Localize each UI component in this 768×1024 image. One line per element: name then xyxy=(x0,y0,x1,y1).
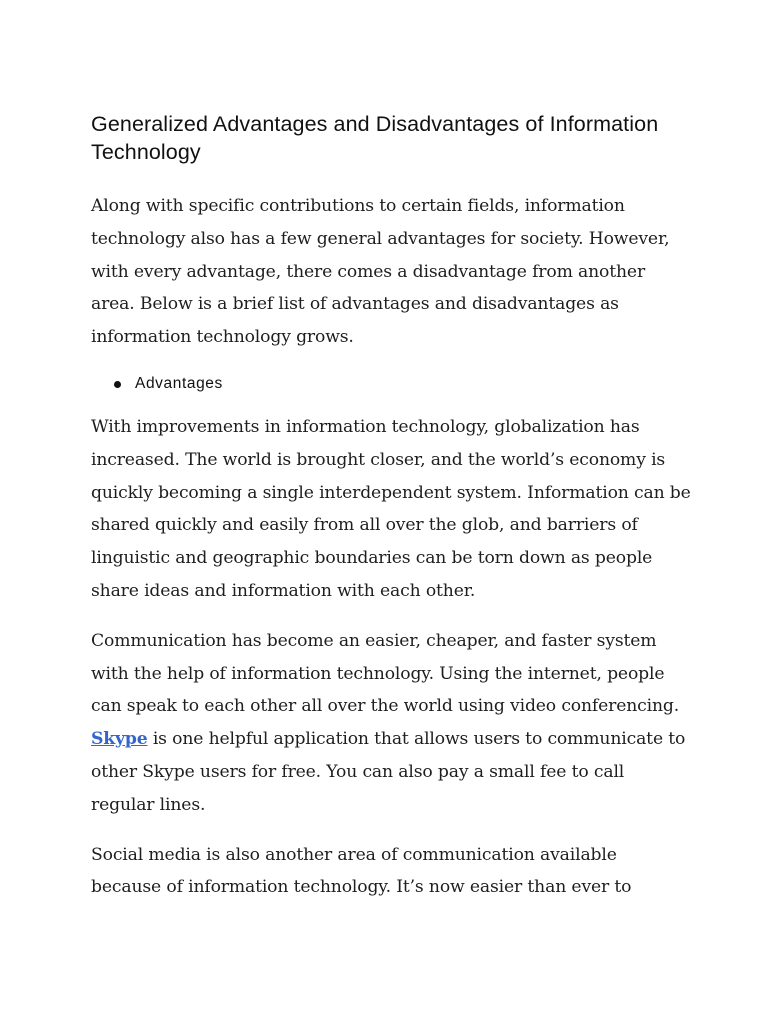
skype-link[interactable]: Skype xyxy=(91,729,148,750)
communication-paragraph xyxy=(91,625,691,822)
list-item-advantages xyxy=(91,371,691,397)
communication-text-before: Communication has become an easier, cheaper, and faster system with the help of information technology. Using the internet, people can speak to each other all over the world using video conferencing. xyxy=(91,630,680,717)
bullet-icon xyxy=(114,381,121,388)
social-media-paragraph: Social media is also another area of communication available because of information technology. It’s now easier than ever to xyxy=(91,844,632,898)
list-item-label: Advantages xyxy=(135,374,223,392)
intro-paragraph: Along with specific contributions to certain fields, information technology also has a few general advantages for society. However, with every advantage, there comes a disadvantage from another area. Below is a brief list of advantages and disadvantages as information technology grows. xyxy=(91,196,670,348)
globalization-paragraph: With improvements in information technology, globalization has increased. The world is brought closer, and the world’s economy is quickly becoming a single interdependent system. Information can be shared quickly and easily from all over the glob, and barriers of linguistic and geographic boundaries can be torn down as people share ideas and information with each other. xyxy=(91,416,691,601)
section-list xyxy=(91,371,691,397)
communication-text-after: is one helpful application that allows users to communicate to other Skype users for free. You can also pay a small fee to call regular lines. xyxy=(91,729,686,815)
article-title: Generalized Advantages and Disadvantages of Information Technology xyxy=(91,112,659,164)
document-page xyxy=(91,110,691,921)
